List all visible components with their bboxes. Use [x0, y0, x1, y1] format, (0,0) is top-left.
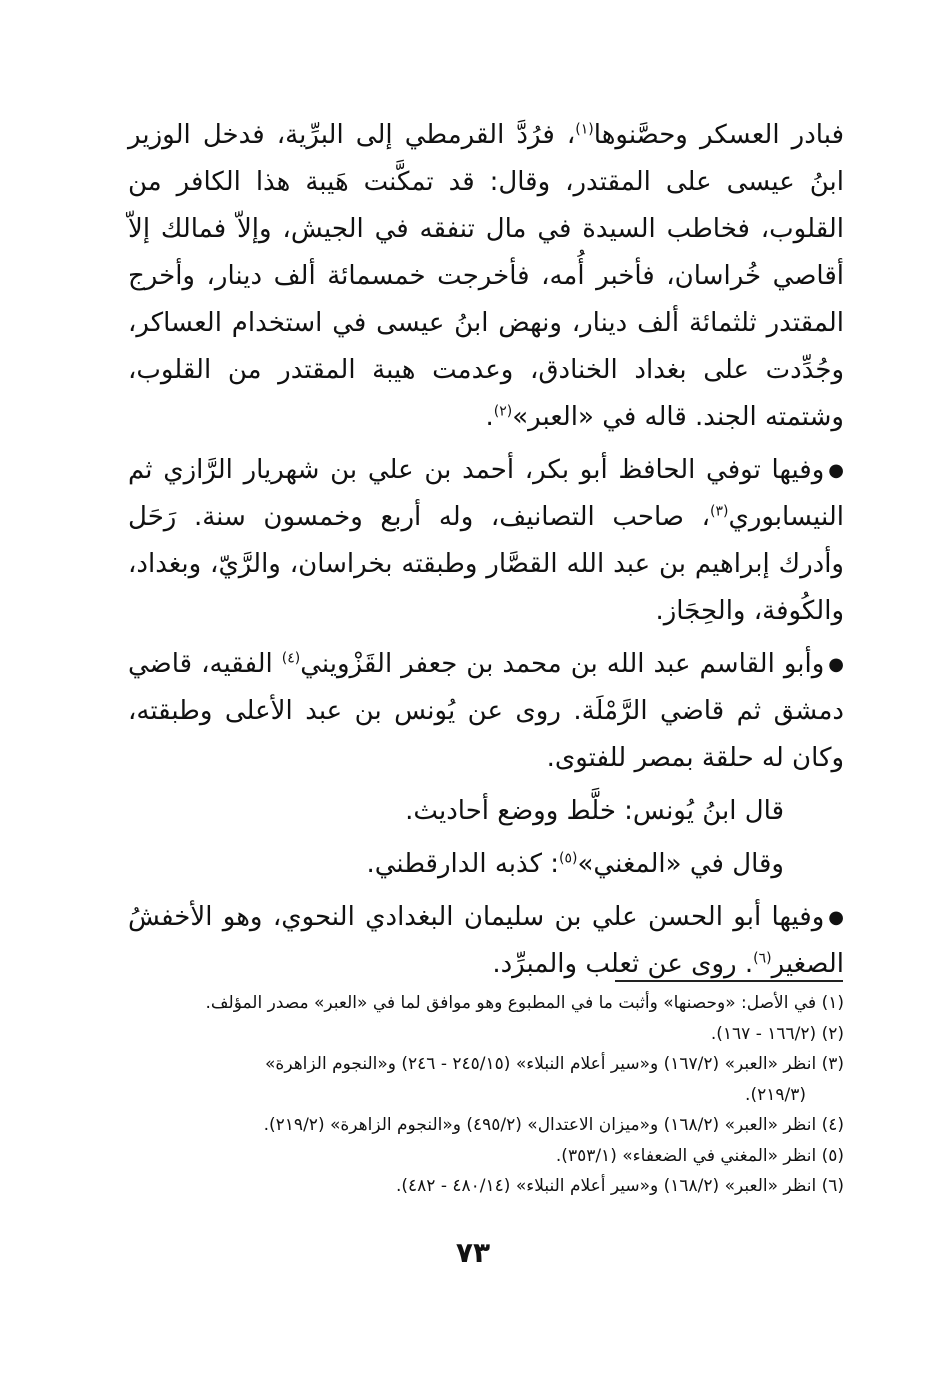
footnote-ref: (٥) [559, 850, 578, 867]
paragraph-text: وأبو القاسم عبد الله بن محمد بن جعفر القَزْويني [300, 649, 825, 679]
footnotes [128, 988, 844, 1202]
paragraph [128, 641, 844, 782]
footnote: (٣) انظر «العبر» (١٦٧/٢) و«سير أعلام النبلاء» (٢٤٥/١٥ - ٢٤٦) و«النجوم الزاهرة» [265, 1054, 844, 1074]
paragraph-text: ، صاحب التصانيف، وله أربع وخمسون سنة. رَحَل وأدرك إبراهيم بن عبد الله القصَّار وطبقته بخراسان، والرَّيّ، وبغداد، والكُوفة، والحِجَاز. [128, 502, 844, 626]
bullet-icon: ● [828, 654, 844, 675]
footnote-separator [615, 980, 843, 982]
paragraph [128, 447, 844, 635]
footnote: (٢) (١٦٦/٢ - ١٦٧). [710, 1023, 844, 1044]
footnote-ref: (٤) [281, 650, 301, 667]
paragraph-text: قال ابنُ يُونس: خلَّط ووضع أحاديث. [405, 796, 784, 826]
footnote-ref: (٦) [753, 950, 772, 967]
page-number: ٧٣ [455, 1236, 491, 1269]
paragraph-text: الفقيه، قاضي دمشق ثم قاضي الرَّمْلَة. روى عن يُونس بن عبد الأعلى وطبقته، وكان له حلقة بمصر للفتوى. [128, 649, 844, 773]
paragraph [128, 112, 844, 441]
paragraph-text: وفيها توفي الحافظ أبو بكر، أحمد بن علي بن شهريار الرَّازي ثم النيسابوري [128, 455, 844, 532]
paragraph-text: . روى عن ثعلب والمبرِّد. [492, 949, 754, 979]
main-text [128, 112, 844, 988]
footnote: (٥) انظر «المغني في الضعفاء» (٣٥٣/١). [555, 1145, 844, 1166]
footnote-ref: (٢) [493, 403, 513, 420]
paragraph-text: وفيها أبو الحسن علي بن سليمان البغدادي النحوي، وهو الأخفشُ الصغير [128, 902, 844, 979]
paragraph [128, 894, 844, 988]
footnote-ref: (١) [575, 121, 594, 138]
paragraph-text: ، فرُدَّ القرمطي إلى البرِّية، فدخل الوزير ابنُ عيسى على المقتدر، وقال: قد تمكَّنت هَيبة هذا الكافر من القلوب، فخاطب السيدة في مال تنفقه في الجيش، وإلاّ فمالك إلاّ أقاصي خُراسان، فأخبر أُمه، فأخرجت خمسمائة ألف دينار، وأخرج المقتدر ثلثمائة ألف دينار، ونهض ابنُ عيسى في استخدام العساكر، وجُدِّدت على بغداد الخنادق، وعدمت هيبة المقتدر من القلوب، وشتمته الجند. قاله في «العبر» [128, 120, 844, 432]
paragraph-text: . [485, 402, 494, 432]
footnote: (٢١٩/٣). [745, 1084, 806, 1105]
paragraph-text: وقال في «المغني» [577, 849, 784, 879]
bullet-icon: ● [828, 460, 844, 481]
paragraph [128, 841, 844, 888]
bullet-icon: ● [828, 907, 844, 928]
paragraph [128, 788, 844, 835]
footnote-ref: (٣) [710, 503, 729, 520]
paragraph-text: فبادر العسكر وحصَّنوها [593, 120, 844, 150]
footnote: (١) في الأصل: «وحصنها» وأثبت ما في المطبوع وهو موافق لما في «العبر» مصدر المؤلف. [205, 993, 844, 1013]
footnote: (٦) انظر «العبر» (١٦٨/٢) و«سير أعلام النبلاء» (٤٨٠/١٤ - ٤٨٢). [396, 1176, 844, 1196]
paragraph-text: : كذبه الدارقطني. [366, 849, 560, 879]
footnote: (٤) انظر «العبر» (١٦٨/٢) و«ميزان الاعتدال» (٤٩٥/٢) و«النجوم الزاهرة» (٢١٩/٢). [263, 1115, 844, 1135]
